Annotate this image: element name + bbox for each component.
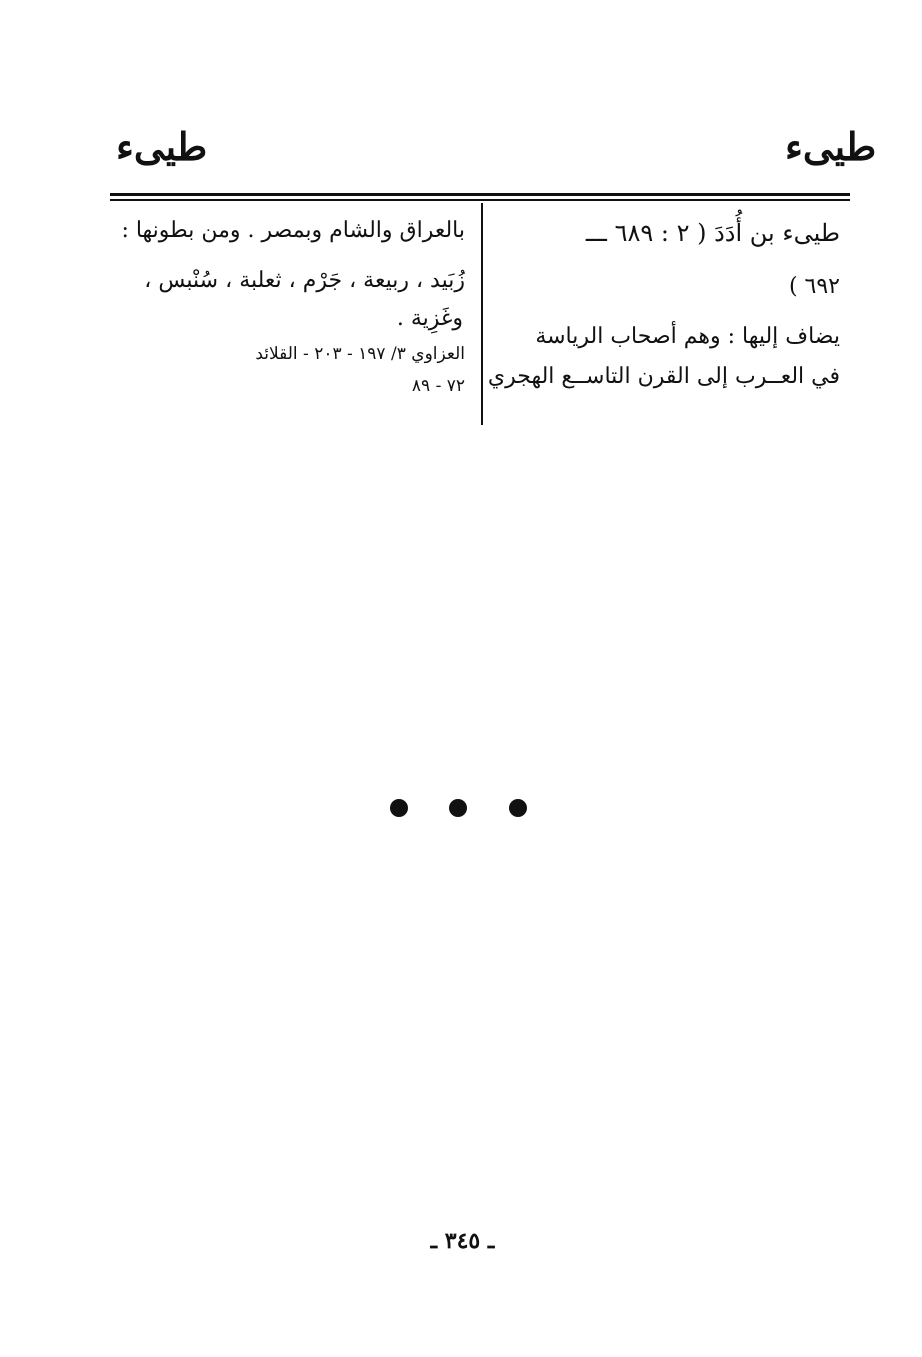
entry-body-line: وغَزِية . [396, 306, 463, 331]
entry-body-line: يضاف إليها : وهم أصحاب الرياسة [535, 324, 840, 349]
header-rule-thick [110, 193, 850, 196]
running-header-left: طيىء [116, 124, 208, 169]
section-separator [390, 799, 530, 819]
separator-dot [390, 799, 408, 817]
running-header-right: طيىء [785, 124, 877, 169]
header-rule-thin [110, 199, 850, 201]
entry-body-line: بالعراق والشام وبمصر . ومن بطونها : [121, 218, 465, 243]
reference-line: العزاوي ٣/ ١٩٧ - ٢٠٣ - القلائد [255, 344, 465, 364]
entry-body-line: في العــرب إلى القرن التاســع الهجري [487, 364, 840, 389]
reference-line: ٧٢ - ٨٩ [411, 376, 465, 396]
page-number: ـ ٣٤٥ ـ [430, 1228, 495, 1254]
left-column [110, 216, 465, 398]
separator-dot [509, 799, 527, 817]
right-column [487, 218, 840, 392]
entry-title-line: طيىء بن أُدَدَ ( ٢ : ٦٨٩ ـــ [585, 219, 840, 247]
entry-title-continuation: ٦٩٢ ) [788, 274, 840, 299]
column-divider [481, 203, 483, 425]
entry-body-line: زُبَيد ، ربيعة ، جَرْم ، ثعلبة ، سُنْبس ، [144, 268, 465, 293]
separator-dot [449, 799, 467, 817]
